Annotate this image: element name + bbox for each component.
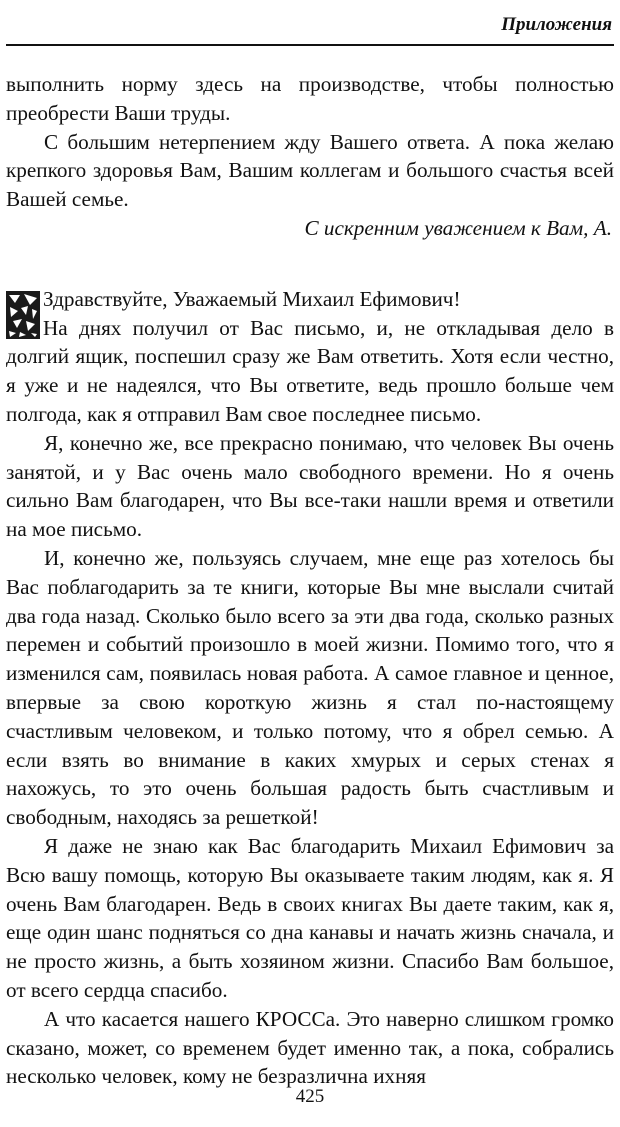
paragraph: Я даже не знаю как Вас благодарить Михаил Ефимович за Всю вашу помощь, которую Вы оказываете таким людям, как я. Я очень Вам благодарен. Ведь в своих книгах Вы даете таким, как я, еще один шанс подняться со дна канавы и начать жизнь сначала, и не просто жизнь, а быть хозяином жизни. Спасибо Вам большое, от всего сердца спасибо. <box>6 833 614 1002</box>
letter-separator <box>6 243 614 285</box>
greeting: Здравствуйте, Уважаемый Михаил Ефимович! <box>43 286 461 311</box>
page-header <box>0 0 620 48</box>
header-rule <box>6 44 614 46</box>
ornamental-dropcap-icon <box>6 291 40 339</box>
paragraph: Я, конечно же, все прекрасно понимаю, что человек Вы очень занятой, и у Вас очень мало свободного времени. Но я очень сильно Вам благодарен, что Вы все-таки нашли время и ответили на мое письмо. <box>6 430 614 542</box>
paragraph: С большим нетерпением жду Вашего ответа. А пока желаю крепкого здоровья Вам, Вашим коллегам и большого счастья всей Вашей семье. <box>6 129 614 212</box>
paragraph: И, конечно же, пользуясь случаем, мне еще раз хотелось бы Вас поблагодарить за те книги, которые Вы мне выслали считай два года назад. Сколько было всего за эти два года, сколько разных перемен и событий произошло в моей жизни. Помимо того, что я изменился сам, появилась новая работа. А самое главное и ценное, впервые за свою короткую жизнь я стал по-настоящему счастливым человеком, и только потому, что я обрел семью. А если взять во внимание в каких хмурых и серых стенах я нахожусь, то это очень большая радость быть счастливым и свободным, находясь за решеткой! <box>6 545 614 830</box>
paragraph: На днях получил от Вас письмо, и, не откладывая дело в долгий ящик, поспешил сразу же Вам ответить. Хотя если честно, я уже и не надеялся, что Вы ответите, ведь прошло больше чем полгода, как я отправил Вам свое последнее письмо. <box>6 315 614 426</box>
signature: С искренним уважением к Вам, А. <box>304 215 612 240</box>
paragraph: выполнить норму здесь на производстве, чтобы полностью преобрести Ваши труды. <box>6 72 614 125</box>
page-number: 425 <box>295 1086 325 1107</box>
page-content <box>6 70 614 1091</box>
section-title: Приложения <box>501 14 612 35</box>
paragraph: А что касается нашего КРОССа. Это наверно слишком громко сказано, может, со временем будет именно так, а пока, собрались несколько человек, кому не безразлична ихняя <box>6 1006 614 1089</box>
